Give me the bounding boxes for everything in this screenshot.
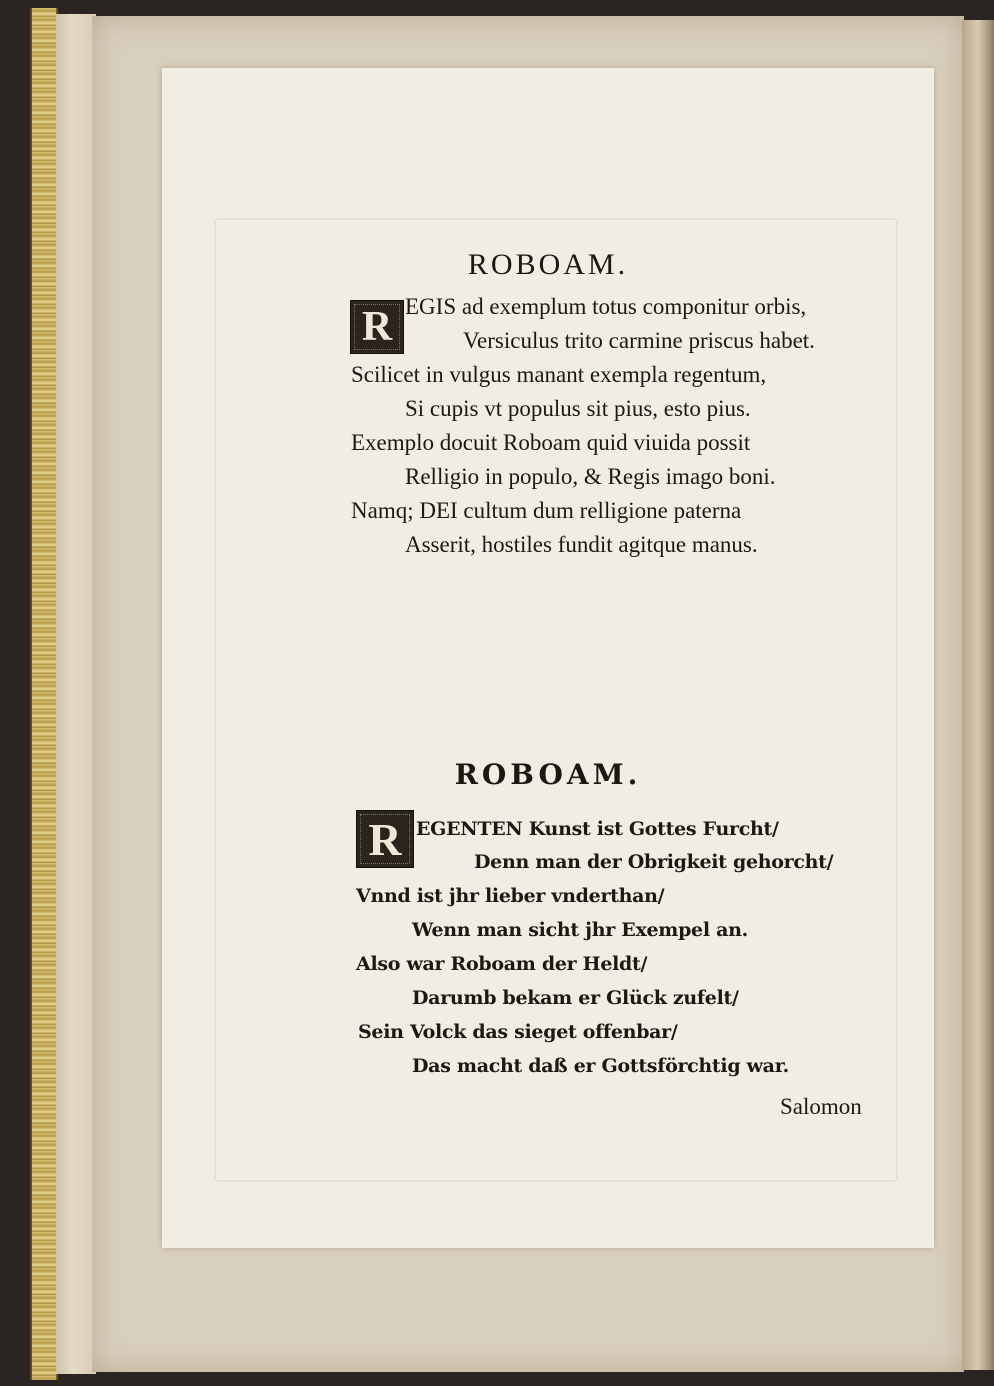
latin-initial: R	[350, 300, 404, 354]
latin-line-3: Scilicet in vulgus manant exempla regentum,	[351, 362, 767, 387]
german-line-4: Wenn man sicht jhr Exempel an.	[412, 919, 748, 941]
facing-page-edge	[962, 20, 994, 1370]
german-line-7: Sein Volck das sieget offenbar/	[358, 1021, 678, 1043]
catchword: Salomon	[780, 1094, 862, 1119]
latin-line-1: EGIS ad exemplum totus componitur orbis,	[405, 294, 807, 319]
latin-line-6: Relligio in populo, & Regis imago boni.	[405, 464, 776, 489]
latin-line-8: Asserit, hostiles fundit agitque manus.	[405, 532, 758, 557]
german-line-3: Vnnd ist jhr lieber vnderthan/	[356, 885, 665, 907]
german-initial: R	[356, 810, 414, 868]
german-line-5: Also war Roboam der Heldt/	[356, 953, 648, 975]
latin-line-7: Namq; DEI cultum dum relligione paterna	[351, 498, 742, 523]
german-line-1: EGENTEN Kunst ist Gottes Furcht/	[416, 818, 779, 840]
latin-title: ROBOAM.	[467, 248, 629, 281]
german-line-2: Denn man der Obrigkeit gehorcht/	[474, 851, 834, 873]
gilt-page-edge	[30, 8, 58, 1380]
page-stack	[56, 14, 96, 1374]
page-leaf	[162, 68, 934, 1248]
german-title: ROBOAM.	[454, 758, 642, 791]
latin-line-5: Exemplo docuit Roboam quid viuida possit	[351, 430, 751, 455]
german-line-6: Darumb bekam er Glück zufelt/	[412, 987, 739, 1009]
latin-line-4: Si cupis vt populus sit pius, esto pius.	[405, 396, 751, 421]
latin-line-2: Versiculus trito carmine priscus habet.	[463, 328, 815, 353]
german-line-8: Das macht daß er Gottsförchtig war.	[412, 1055, 789, 1077]
